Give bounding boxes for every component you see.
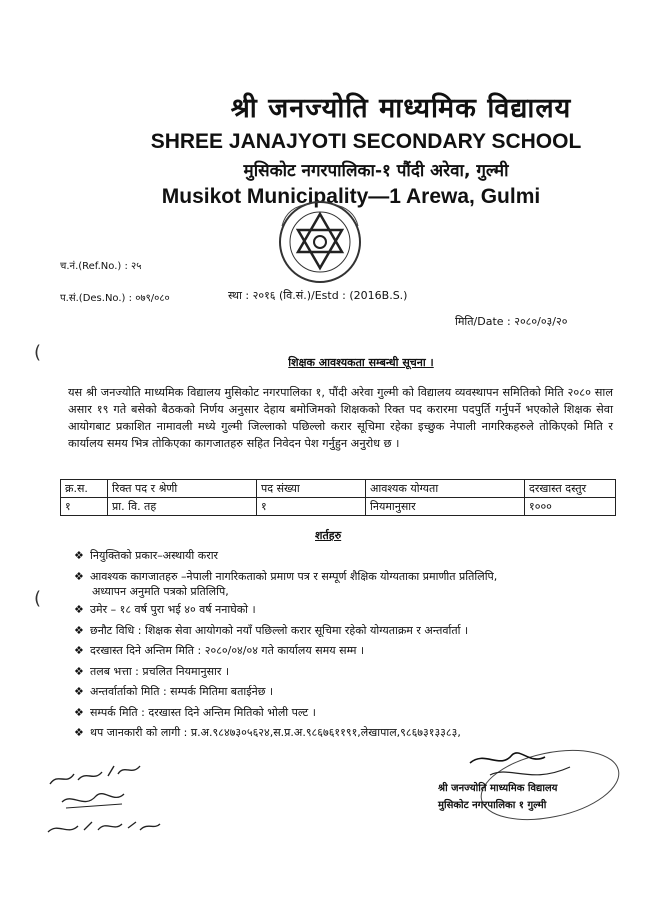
diamond-bullet-icon: ❖ [74, 623, 84, 637]
reference-number [60, 258, 141, 272]
table-cell: नियमानुसार [366, 498, 525, 516]
established-year: स्था : २०१६ (वि.सं.)/Estd : (2016B.S.) [228, 289, 408, 302]
margin-mark: ( [34, 588, 42, 609]
table-row [61, 498, 616, 516]
table-header: पद संख्या [257, 480, 366, 498]
handwritten-registration-note [44, 752, 164, 842]
table-header: दरखास्त दस्तुर [525, 480, 616, 498]
address-nepali: मुसिकोट नगरपालिका-१ पौंदी अरेवा, गुल्मी [243, 161, 509, 181]
list-item: ❖ थप जानकारी को लागी : प्र.अ.९८४७३०५६२४,स.प्र.अ.९८६७६११९१,लेखापाल,९८६७३१३३८३, [74, 723, 634, 744]
signature-line-school: श्री जनज्योति माध्यमिक विद्यालय [438, 783, 558, 794]
diamond-bullet-icon: ❖ [74, 685, 84, 698]
notice-title: शिक्षक आवश्यकता सम्बन्धी सूचना । [288, 356, 434, 369]
list-item: ❖ अन्तर्वार्ताको मिति : सम्पर्क मितिमा बताईनेछ । [74, 682, 634, 703]
list-item: ❖ नियुक्तिको प्रकार–अस्थायी करार [74, 546, 634, 567]
notice-body: यस श्री जनज्योति माध्यमिक विद्यालय मुसिकोट नगरपालिका १, पौंदी अरेवा गुल्मी को विद्यालय व्यवस्थापन समितिको मिति २०८० साल असार १९ गते बसेको बैठकको निर्णय अनुसार देहाय बमोजिमको शिक्षकको रिक्त पद करारमा पदपुर्ति गर्नुपर्ने भएकोले शिक्षक सेवा आयोगबाट प्रकाशित नामावली मध्ये गुल्मी जिल्लाको पछिल्लो करार सूचिमा रहेका इच्छुक नेपाली नागरिकहरुले तोकिएको मिति र कार्यालय समय भित्र तोकिएका कागजातहरु सहित निवेदन पेश गर्नुहुन अनुरोध छ । [68, 386, 613, 450]
table-cell: १ [61, 498, 108, 516]
dispatch-number [60, 290, 170, 304]
des-value: ०७९/०८० [135, 293, 170, 304]
conditions-list [74, 546, 634, 744]
diamond-bullet-icon: ❖ [74, 726, 84, 739]
diamond-bullet-icon: ❖ [74, 644, 84, 657]
list-item: ❖ आवश्यक कागजातहरु –नेपाली नागरिकताको प्रमाण पत्र र सम्पूर्ण शैक्षिक योग्यताका प्रमाणीत प्रतिलिपि, अध्यापन अनुमति पत्रको प्रतिलिपि, [74, 567, 634, 601]
table-cell: १००० [525, 498, 616, 516]
list-item: ❖ दरखास्त दिने अन्तिम मिति : २०८०/०४/०४ गते कार्यालय समय सम्म । [74, 641, 634, 662]
table-header: आवश्यक योग्यता [366, 480, 525, 498]
margin-mark: ( [34, 342, 42, 363]
signature-line-address: मुसिकोट नगरपालिका १ गुल्मी [438, 800, 547, 811]
ref-value: २५ [131, 261, 142, 272]
address-english: Musikot Municipality—1 Arewa, Gulmi [161, 185, 541, 208]
list-item: ❖ तलब भत्ता : प्रचलित नियमानुसार । [74, 662, 634, 683]
school-seal-stamp [262, 196, 372, 288]
conditions-title: शर्तहरु [315, 529, 342, 542]
table-cell: १ [257, 498, 366, 516]
list-item: ❖ सम्पर्क मिति : दरखास्त दिने अन्तिम मितिको भोली पल्ट । [74, 703, 634, 724]
school-name-nepali: श्री जनज्योति माध्यमिक विद्यालय [230, 93, 572, 124]
des-label: प.सं.(Des.No.) : [60, 293, 132, 304]
table-cell: प्रा. वि. तह [108, 498, 257, 516]
diamond-bullet-icon: ❖ [74, 549, 84, 562]
table-header: क्र.स. [61, 480, 108, 498]
diamond-bullet-icon: ❖ [74, 603, 84, 616]
school-name-english: SHREE JANAJYOTI SECONDARY SCHOOL [150, 130, 582, 153]
table-header: रिक्त पद र श्रेणी [108, 480, 257, 498]
vacancy-table [60, 479, 616, 516]
list-item: ❖ उमेर – १८ वर्ष पुरा भई ४० वर्ष ननाघेको । [74, 600, 634, 621]
diamond-bullet-icon: ❖ [74, 569, 84, 583]
notice-date: मिति/Date : २०८०/०३/२० [455, 315, 568, 328]
diamond-bullet-icon: ❖ [74, 705, 84, 719]
ref-label: च.नं.(Ref.No.) : [60, 261, 128, 272]
table-header-row [61, 480, 616, 498]
diamond-bullet-icon: ❖ [74, 664, 84, 678]
list-item: ❖ छनौट विधि : शिक्षक सेवा आयोगको नयाँ पछिल्लो करार सूचिमा रहेको योग्यताक्रम र अन्तर्वार्ता । [74, 621, 634, 642]
